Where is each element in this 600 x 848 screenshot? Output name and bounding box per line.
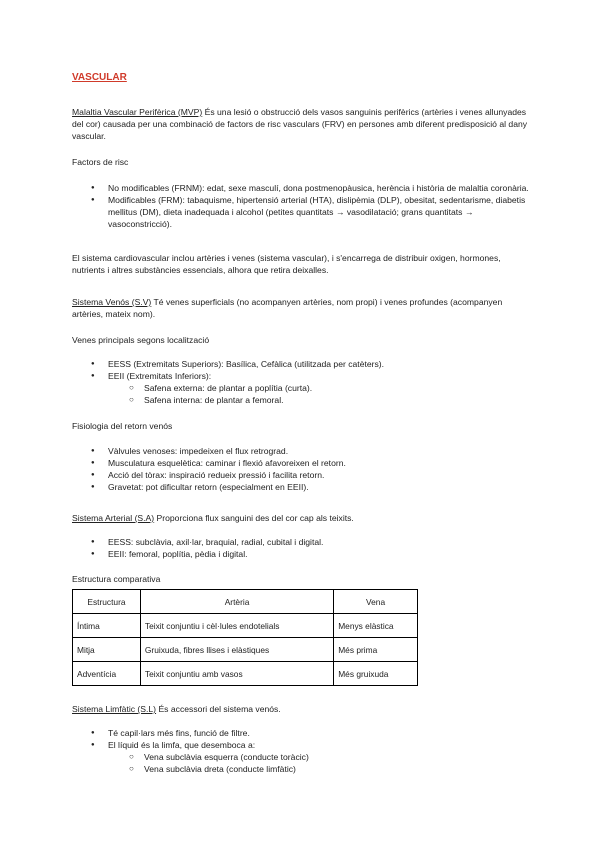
table-cell: Teixit conjuntiu i cèl·lules endotelials xyxy=(140,614,333,638)
list-subitem: ○ Safena interna: de plantar a femoral. xyxy=(72,394,532,406)
list-item: ● EEII (Extremitats Inferiors): xyxy=(72,370,532,382)
list-subitem: ○ Vena subclàvia esquerra (conducte toràcic) xyxy=(72,751,532,763)
mvp-text: És una lesió o obstrucció dels vasos sanguinis perifèrics (artèries i venes allunyades del cor) causada per una combinació de factors de risc vasculars (FRV) en persones amb diferent predisposició al dany vascular. xyxy=(72,107,528,141)
list-item: ● EESS (Extremitats Superiors): Basílica, Cefàlica (utilitzada per catèters). xyxy=(72,358,532,370)
risk-list xyxy=(72,182,532,230)
arterial-list xyxy=(72,536,532,560)
table-header: Vena xyxy=(334,590,418,614)
list-item: ● Modificables (FRM): tabaquisme, hipertensió arterial (HTA), dislipèmia (DLP), obesitat, sedentarisme, diabetis mellitus (DM), dieta inadequada i alcohol (petites quantitats → vasodilatació; grans quantitats → vasoconstricció). xyxy=(72,194,532,230)
table-cell: Adventícia xyxy=(73,662,141,686)
risk-label: Factors de risc xyxy=(72,157,129,167)
list-subitem: ○ Vena subclàvia dreta (conducte limfàtic) xyxy=(72,763,532,775)
intro-paragraph: El sistema cardiovascular inclou artèries i venes (sistema vascular), i s'encarrega de distribuir oxigen, hormones, nutrients i altres substàncies essencials, alhora que retira deixalles. xyxy=(72,253,501,275)
table-cell: Teixit conjuntiu amb vasos xyxy=(140,662,333,686)
table-cell: Més gruixuda xyxy=(334,662,418,686)
mvp-heading: Malaltia Vascular Perifèrica (MVP) xyxy=(72,107,203,117)
table-row xyxy=(73,638,418,662)
table-row xyxy=(73,614,418,638)
list-item: ● Té capil·lars més fins, funció de filtre. xyxy=(72,727,532,739)
list-item: ● El líquid és la limfa, que desemboca a: xyxy=(72,739,532,751)
table-row xyxy=(73,662,418,686)
table-header-row xyxy=(73,590,418,614)
physiology-label: Fisiologia del retorn venós xyxy=(72,421,173,431)
table-cell: Menys elàstica xyxy=(334,614,418,638)
venos-text: Té venes superficials (no acompanyen artèries, nom propi) i venes profundes (acompanyen artèries, mateix nom). xyxy=(72,297,503,319)
list-subitem: ○ Safena externa: de plantar a poplítia (curta). xyxy=(72,382,532,394)
table-cell: Mitja xyxy=(73,638,141,662)
limfatic-list xyxy=(72,727,532,775)
venes-list xyxy=(72,358,532,406)
list-item: ● No modificables (FRNM): edat, sexe masculí, dona postmenopàusica, herència i història de malaltia coronària. xyxy=(72,182,532,194)
limfatic-text: És accessori del sistema venós. xyxy=(156,704,281,714)
table-cell: Gruixuda, fibres llises i elàstiques xyxy=(140,638,333,662)
limfatic-heading: Sistema Limfàtic (S.L) xyxy=(72,704,157,714)
limfatic-paragraph xyxy=(72,703,532,715)
list-item: ● Gravetat: pot dificultar retorn (especialment en EEII). xyxy=(72,481,532,493)
list-item: ● Musculatura esquelètica: caminar i flexió afavoreixen el retorn. xyxy=(72,457,532,469)
list-item: ● EEII: femoral, poplítia, pèdia i digital. xyxy=(72,548,532,560)
mvp-paragraph xyxy=(72,106,532,142)
list-item: ● Acció del tòrax: inspiració redueix pressió i facilita retorn. xyxy=(72,469,532,481)
table-header: Estructura xyxy=(73,590,141,614)
physiology-list xyxy=(72,445,532,493)
table-cell: Íntima xyxy=(73,614,141,638)
table-cell: Més prima xyxy=(334,638,418,662)
list-item: ● Vàlvules venoses: impedeixen el flux retrograd. xyxy=(72,445,532,457)
list-item: ● EESS: subclàvia, axil·lar, braquial, radial, cubital i digital. xyxy=(72,536,532,548)
venos-paragraph xyxy=(72,296,532,320)
venos-heading: Sistema Venós (S.V) xyxy=(72,297,152,307)
arterial-paragraph xyxy=(72,512,532,524)
page-title: VASCULAR xyxy=(72,72,127,83)
table-label: Estructura comparativa xyxy=(72,574,161,584)
venes-label: Venes principals segons localització xyxy=(72,335,210,345)
arterial-heading: Sistema Arterial (S.A) xyxy=(72,513,155,523)
arterial-text: Proporciona flux sanguini des del cor cap als teixits. xyxy=(154,513,354,523)
comparison-table xyxy=(72,589,418,686)
table-header: Artèria xyxy=(140,590,333,614)
